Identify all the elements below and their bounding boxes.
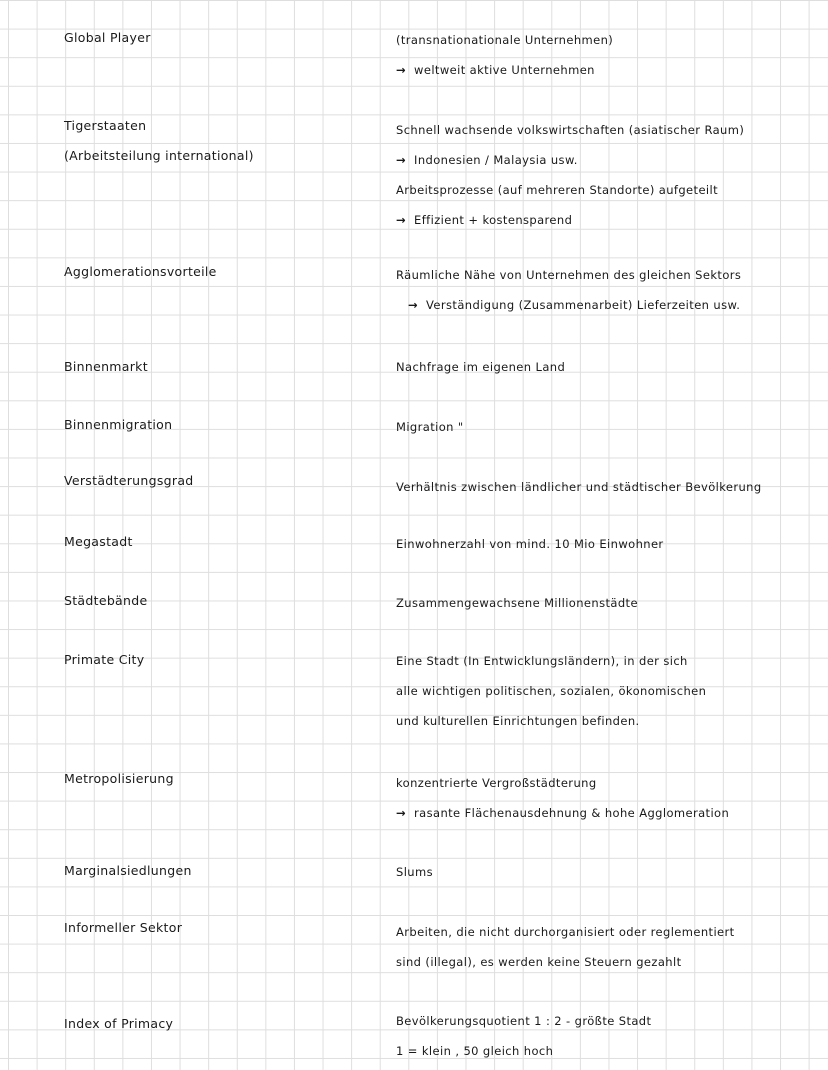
definition-line: Nachfrage im eigenen Land	[396, 360, 566, 374]
term-global-player: Global Player	[64, 30, 151, 45]
definition-binnenmarkt	[396, 352, 821, 382]
definition-binnenmigration	[396, 412, 821, 442]
term-megastadt: Megastadt	[64, 534, 133, 549]
definition-line: → rasante Flächenausdehnung & hohe Agglomeration	[396, 798, 821, 828]
term-staedtebaende: Städtebände	[64, 593, 148, 608]
definition-line: → Indonesien / Malaysia usw.	[396, 145, 821, 175]
definition-metropolisierung	[396, 768, 821, 828]
term-tigerstaaten: Tigerstaaten (Arbeitsteilung international)	[64, 118, 254, 163]
definition-staedtebaende	[396, 588, 821, 618]
term-binnenmigration: Binnenmigration	[64, 417, 173, 432]
definition-agglomerationsvorteile	[396, 260, 821, 320]
definition-line: Zusammengewachsene Millionenstädte	[396, 596, 638, 610]
term-marginalsiedlungen: Marginalsiedlungen	[64, 863, 192, 878]
definition-line: sind (illegal), es werden keine Steuern gezahlt	[396, 955, 682, 969]
definition-primate-city	[396, 646, 821, 736]
term-verstaedterungsgrad: Verstädterungsgrad	[64, 473, 194, 488]
definition-verstaedterungsgrad	[396, 472, 821, 502]
definition-line: Schnell wachsende volkswirtschaften (asiatischer Raum)	[396, 123, 745, 137]
definition-line: Räumliche Nähe von Unternehmen des gleichen Sektors	[396, 268, 742, 282]
definition-line: konzentrierte Vergroßstädterung	[396, 776, 597, 790]
term-metropolisierung: Metropolisierung	[64, 771, 174, 786]
definition-line: Einwohnerzahl von mind. 10 Mio Einwohner	[396, 537, 664, 551]
definition-global-player	[396, 25, 821, 85]
definition-informeller-sektor	[396, 917, 821, 977]
definition-line: → weltweit aktive Unternehmen	[396, 55, 821, 85]
definition-line: Eine Stadt (In Entwicklungsländern), in der sich	[396, 654, 688, 668]
definition-megastadt	[396, 529, 821, 559]
term-informeller-sektor: Informeller Sektor	[64, 920, 183, 935]
arrow-icon: →	[396, 153, 407, 167]
arrow-icon: →	[396, 806, 407, 820]
arrow-icon: →	[408, 298, 419, 312]
definition-line: 1 = klein , 50 gleich hoch	[396, 1044, 554, 1058]
definition-line: Arbeitsprozesse (auf mehreren Standorte) aufgeteilt	[396, 183, 719, 197]
definition-line: → Effizient + kostensparend	[396, 205, 821, 235]
definition-line: Verhältnis zwischen ländlicher und städtischer Bevölkerung	[396, 480, 762, 494]
definition-line: Migration "	[396, 420, 464, 434]
definition-index-of-primacy	[396, 1006, 821, 1066]
term-index-of-primacy: Index of Primacy	[64, 1016, 174, 1031]
term-binnenmarkt: Binnenmarkt	[64, 359, 148, 374]
definition-line: Slums	[396, 865, 433, 879]
arrow-icon: →	[396, 63, 407, 77]
definition-marginalsiedlungen	[396, 857, 821, 887]
definition-line: (transnationationale Unternehmen)	[396, 33, 614, 47]
definition-line: und kulturellen Einrichtungen befinden.	[396, 714, 640, 728]
arrow-icon: →	[396, 213, 407, 227]
term-agglomerationsvorteile: Agglomerationsvorteile	[64, 264, 217, 279]
definition-line: → Verständigung (Zusammenarbeit) Lieferzeiten usw.	[396, 290, 821, 320]
definition-tigerstaaten	[396, 115, 821, 235]
definition-line: Bevölkerungsquotient 1 : 2 - größte Stadt	[396, 1014, 652, 1028]
definition-line: alle wichtigen politischen, sozialen, ökonomischen	[396, 684, 707, 698]
definition-line: Arbeiten, die nicht durchorganisiert oder reglementiert	[396, 925, 735, 939]
term-primate-city: Primate City	[64, 652, 145, 667]
